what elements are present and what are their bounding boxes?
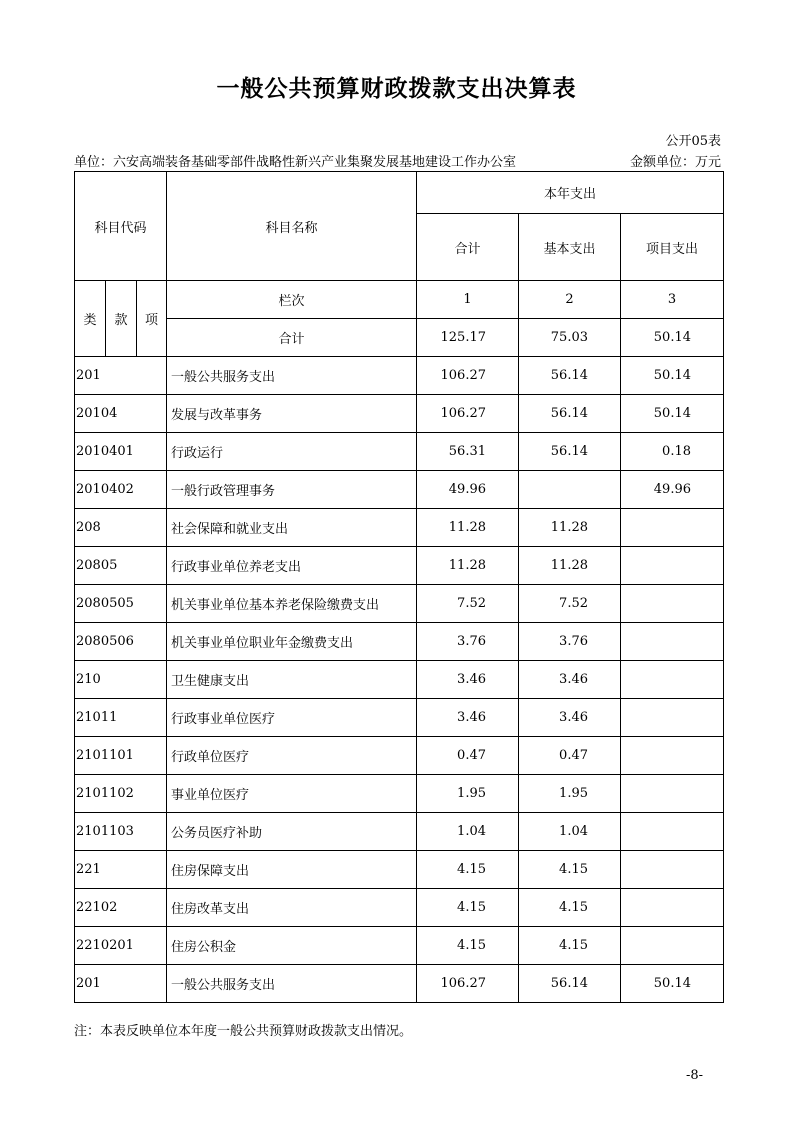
header-project: 项目支出 xyxy=(621,214,724,281)
table-row xyxy=(75,357,724,395)
row-basic: 56.14 xyxy=(519,433,621,471)
column-no-label: 栏次 xyxy=(167,281,417,319)
row-name: 社会保障和就业支出 xyxy=(167,509,417,547)
amount-unit-label: 金额单位：万元 xyxy=(629,155,721,170)
row-code: 2080505 xyxy=(75,585,167,623)
row-code: 2210201 xyxy=(75,927,167,965)
header-lei: 类 xyxy=(75,281,106,357)
row-project xyxy=(621,737,724,775)
row-project: 50.14 xyxy=(621,965,724,1003)
row-basic: 4.15 xyxy=(519,851,621,889)
row-project: 0.18 xyxy=(621,433,724,471)
row-code: 21011 xyxy=(75,699,167,737)
table-row xyxy=(75,471,724,509)
row-name: 事业单位医疗 xyxy=(167,775,417,813)
row-total: 4.15 xyxy=(417,889,519,927)
header-basic: 基本支出 xyxy=(519,214,621,281)
row-basic: 4.15 xyxy=(519,927,621,965)
total-row-basic: 75.03 xyxy=(519,319,621,357)
header-total: 合计 xyxy=(417,214,519,281)
row-total: 3.46 xyxy=(417,661,519,699)
row-code: 22102 xyxy=(75,889,167,927)
row-project xyxy=(621,699,724,737)
row-project xyxy=(621,585,724,623)
page-title: 一般公共预算财政拨款支出决算表 xyxy=(216,76,577,102)
row-code: 2010402 xyxy=(75,471,167,509)
row-basic: 1.04 xyxy=(519,813,621,851)
row-basic: 0.47 xyxy=(519,737,621,775)
row-code: 20104 xyxy=(75,395,167,433)
row-basic: 56.14 xyxy=(519,965,621,1003)
row-total: 106.27 xyxy=(417,965,519,1003)
row-project xyxy=(621,509,724,547)
row-project: 49.96 xyxy=(621,471,724,509)
page-number: -8- xyxy=(685,1068,703,1083)
row-project xyxy=(621,661,724,699)
row-project: 50.14 xyxy=(621,395,724,433)
row-code: 208 xyxy=(75,509,167,547)
row-total: 4.15 xyxy=(417,851,519,889)
row-code: 2101103 xyxy=(75,813,167,851)
row-name: 机关事业单位基本养老保险缴费支出 xyxy=(167,585,417,623)
row-total: 11.28 xyxy=(417,547,519,585)
row-name: 公务员医疗补助 xyxy=(167,813,417,851)
row-total: 106.27 xyxy=(417,395,519,433)
row-basic: 3.46 xyxy=(519,661,621,699)
row-basic: 7.52 xyxy=(519,585,621,623)
table-row xyxy=(75,775,724,813)
header-kuan: 款 xyxy=(106,281,137,357)
row-code: 2101101 xyxy=(75,737,167,775)
row-basic xyxy=(519,471,621,509)
table-row xyxy=(75,927,724,965)
row-total: 7.52 xyxy=(417,585,519,623)
row-project xyxy=(621,547,724,585)
row-project xyxy=(621,775,724,813)
row-total: 4.15 xyxy=(417,927,519,965)
table-row xyxy=(75,395,724,433)
budget-table xyxy=(74,171,724,1003)
row-code: 20805 xyxy=(75,547,167,585)
table-row xyxy=(75,433,724,471)
row-name: 一般行政管理事务 xyxy=(167,471,417,509)
row-code: 221 xyxy=(75,851,167,889)
row-name: 住房保障支出 xyxy=(167,851,417,889)
data-rows xyxy=(75,357,724,1003)
table-row xyxy=(75,547,724,585)
table-row xyxy=(75,661,724,699)
header-xiang: 项 xyxy=(137,281,167,357)
table-row xyxy=(75,851,724,889)
table-row xyxy=(75,509,724,547)
header-subject-code: 科目代码 xyxy=(75,172,167,281)
row-basic: 56.14 xyxy=(519,357,621,395)
row-total: 11.28 xyxy=(417,509,519,547)
row-basic: 11.28 xyxy=(519,547,621,585)
row-name: 行政单位医疗 xyxy=(167,737,417,775)
table-row xyxy=(75,813,724,851)
row-project xyxy=(621,813,724,851)
row-name: 住房公积金 xyxy=(167,927,417,965)
row-name: 机关事业单位职业年金缴费支出 xyxy=(167,623,417,661)
row-basic: 56.14 xyxy=(519,395,621,433)
row-total: 56.31 xyxy=(417,433,519,471)
row-project xyxy=(621,623,724,661)
unit-label: 单位：六安高端装备基础零部件战略性新兴产业集聚发展基地建设工作办公室 xyxy=(74,155,517,170)
table-row xyxy=(75,889,724,927)
row-code: 201 xyxy=(75,357,167,395)
row-project xyxy=(621,927,724,965)
row-name: 一般公共服务支出 xyxy=(167,965,417,1003)
row-basic: 3.46 xyxy=(519,699,621,737)
table-note: 注：本表反映单位本年度一般公共预算财政拨款支出情况。 xyxy=(74,1024,413,1039)
header-subject-name: 科目名称 xyxy=(167,172,417,281)
total-row-total: 125.17 xyxy=(417,319,519,357)
total-row-project: 50.14 xyxy=(621,319,724,357)
row-code: 2010401 xyxy=(75,433,167,471)
row-name: 一般公共服务支出 xyxy=(167,357,417,395)
row-code: 210 xyxy=(75,661,167,699)
row-basic: 3.76 xyxy=(519,623,621,661)
row-total: 3.46 xyxy=(417,699,519,737)
total-row xyxy=(75,319,724,357)
row-name: 行政事业单位医疗 xyxy=(167,699,417,737)
row-name: 行政事业单位养老支出 xyxy=(167,547,417,585)
row-code: 201 xyxy=(75,965,167,1003)
row-project xyxy=(621,889,724,927)
column-no-1: 1 xyxy=(417,281,519,319)
total-row-label: 合计 xyxy=(167,319,417,357)
row-total: 1.04 xyxy=(417,813,519,851)
row-total: 0.47 xyxy=(417,737,519,775)
table-row xyxy=(75,585,724,623)
row-project xyxy=(621,851,724,889)
table-row xyxy=(75,737,724,775)
column-no-2: 2 xyxy=(519,281,621,319)
row-code: 2101102 xyxy=(75,775,167,813)
table-row xyxy=(75,699,724,737)
row-total: 49.96 xyxy=(417,471,519,509)
row-code: 2080506 xyxy=(75,623,167,661)
header-current-year: 本年支出 xyxy=(417,172,724,214)
row-basic: 11.28 xyxy=(519,509,621,547)
row-basic: 4.15 xyxy=(519,889,621,927)
form-number: 公开05表 xyxy=(665,134,721,149)
table-row xyxy=(75,965,724,1003)
row-name: 住房改革支出 xyxy=(167,889,417,927)
row-project: 50.14 xyxy=(621,357,724,395)
row-name: 卫生健康支出 xyxy=(167,661,417,699)
row-name: 发展与改革事务 xyxy=(167,395,417,433)
row-total: 1.95 xyxy=(417,775,519,813)
row-total: 106.27 xyxy=(417,357,519,395)
row-total: 3.76 xyxy=(417,623,519,661)
column-no-3: 3 xyxy=(621,281,724,319)
table-row xyxy=(75,623,724,661)
row-name: 行政运行 xyxy=(167,433,417,471)
row-basic: 1.95 xyxy=(519,775,621,813)
